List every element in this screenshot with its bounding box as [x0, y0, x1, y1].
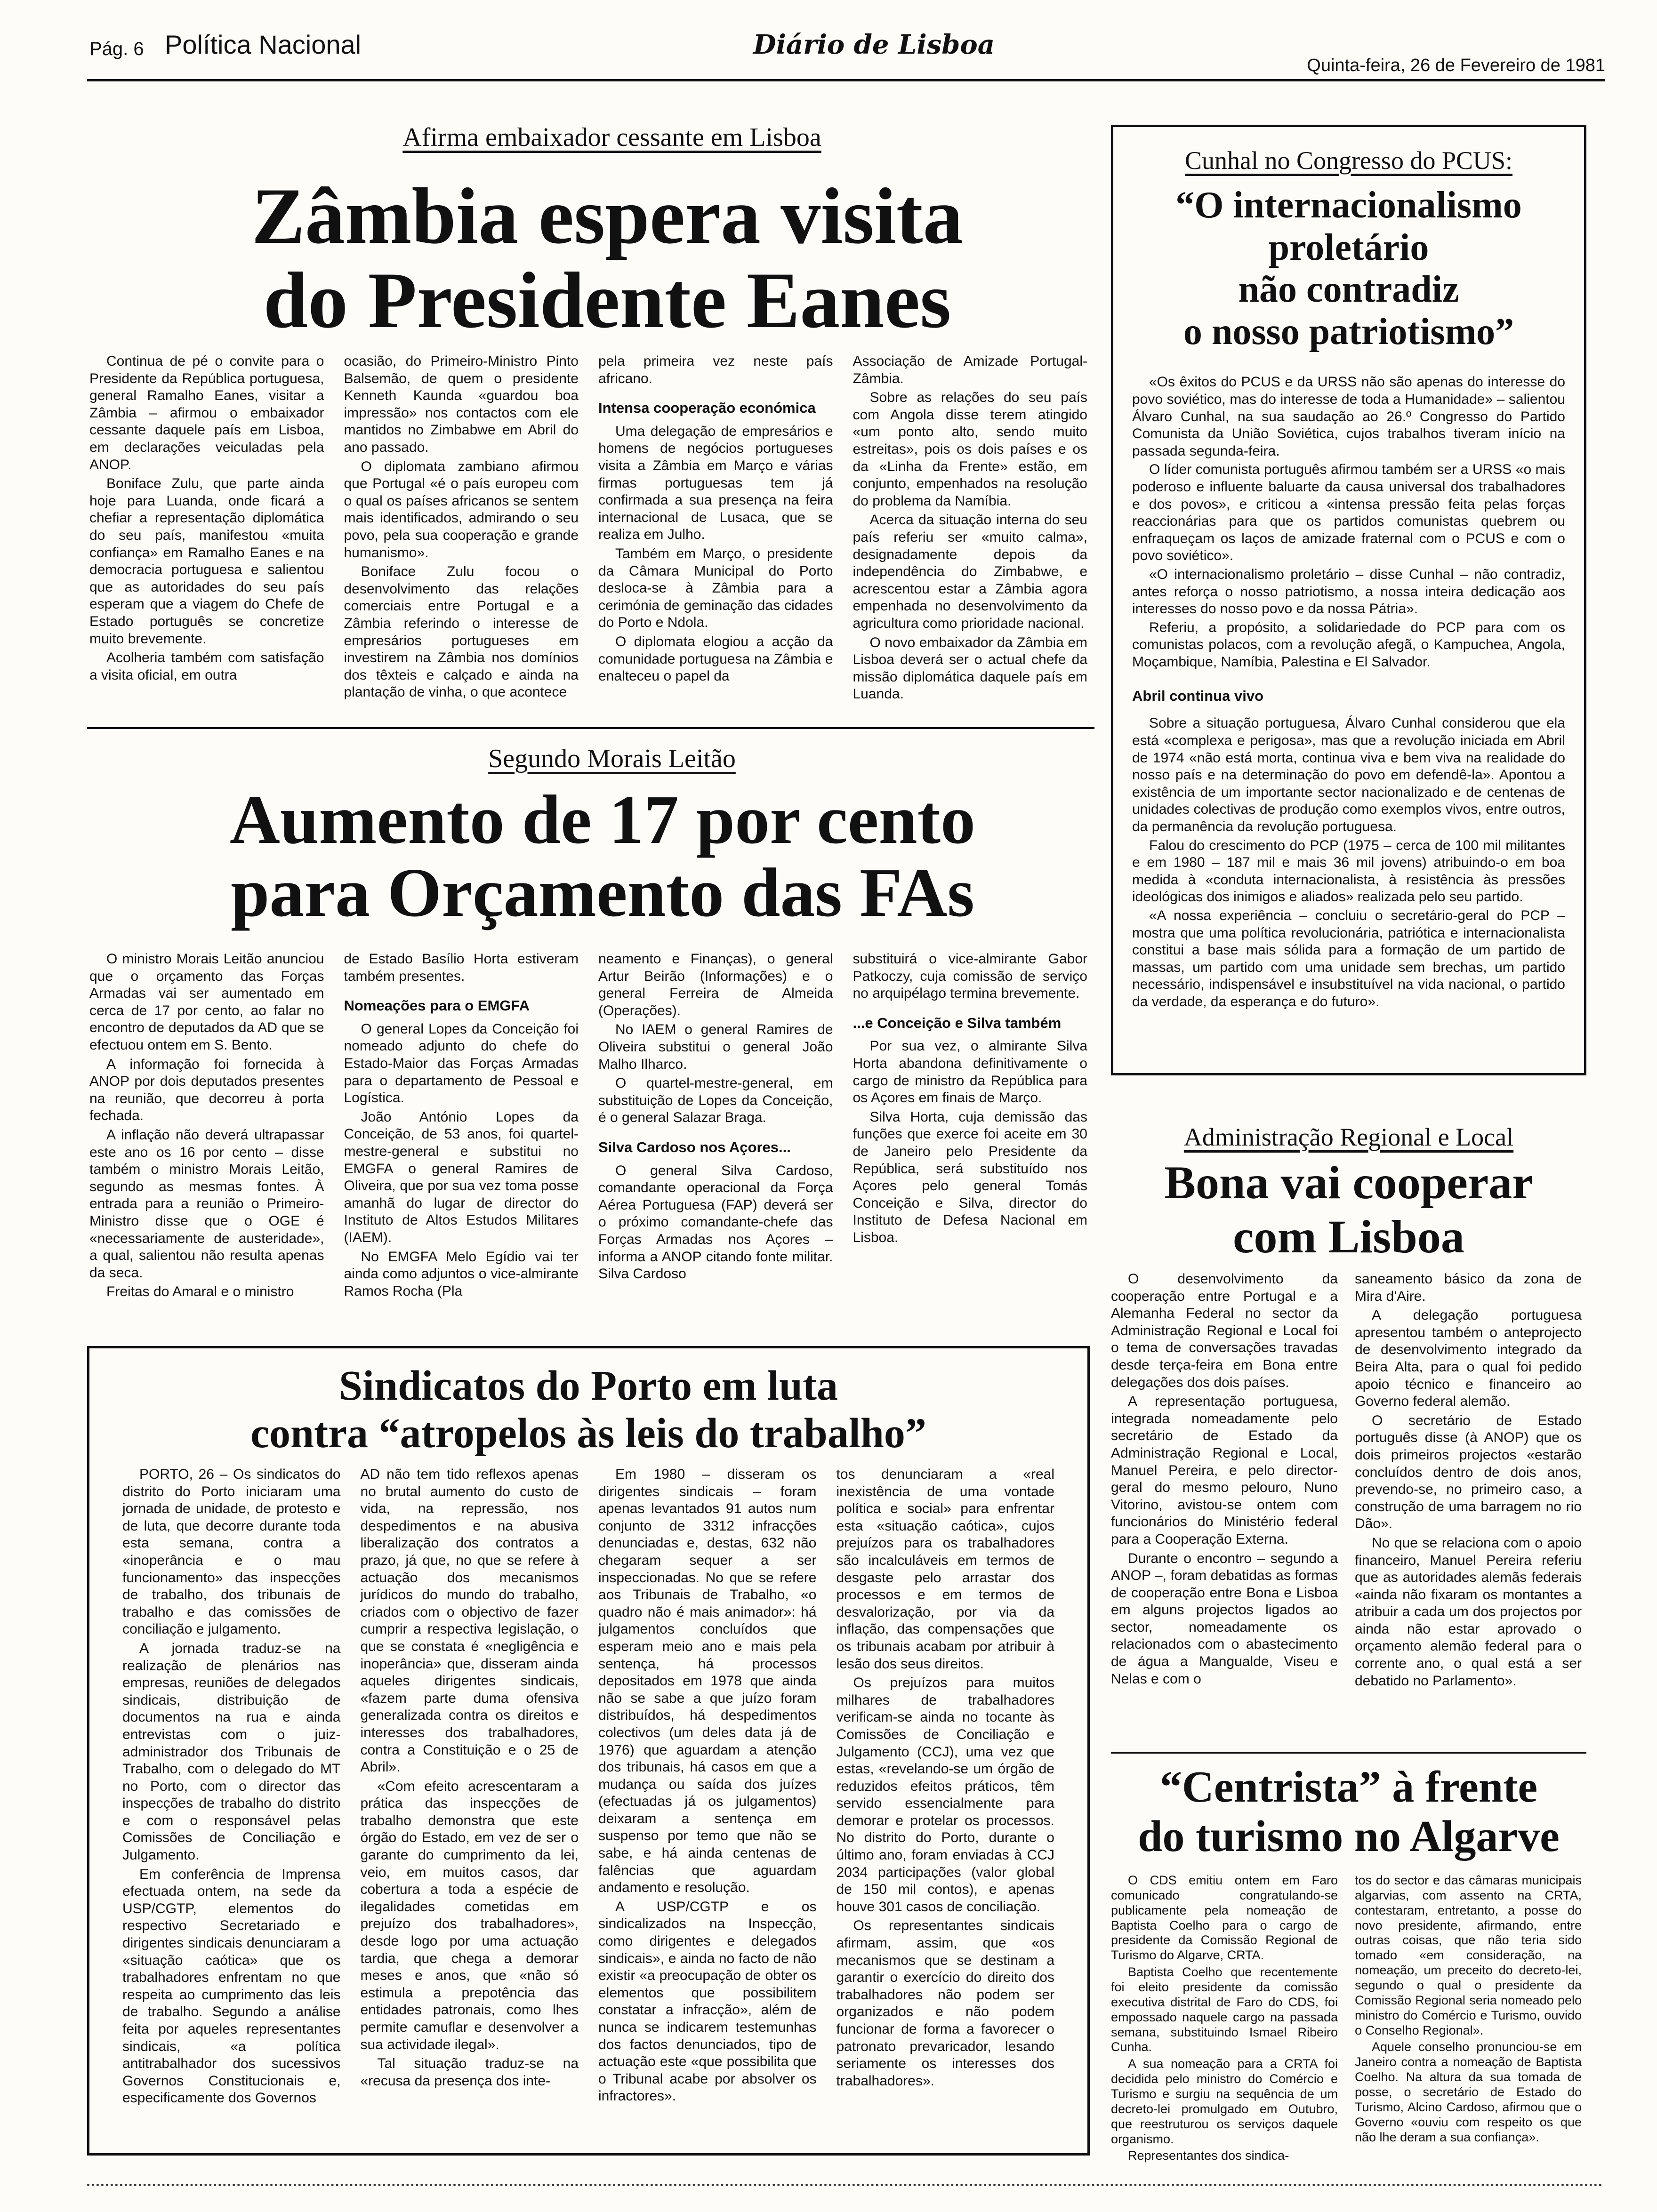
cunhal-subheading: Abril continua vivo	[1132, 688, 1264, 705]
cunhal-kicker: Cunhal no Congresso do PCUS:	[1184, 146, 1513, 175]
zambia-para: Sobre as relações do seu país com Angola disse terem atingido «um ponto alto, sendo muito estreitas», pois os dois países e os da «Linha da Frente» estão, em conjunto, empenhados na resolução do problema da Namíbia.	[853, 390, 1087, 509]
cunhal-body	[1132, 374, 1565, 671]
sindicatos-para: A jornada traduz-se na realização de plenários nas empresas, reuniões de delegados sindicais, distribuição de documentos na rua e ainda entrevistas com o juiz-administrador dos Tribunais de Trabalho, com o delegado do MT no Porto, com o director das inspecções de trabalho do distrito e com o responsável pelas Comissões de Conciliação e Julgamento.	[122, 1640, 341, 1863]
cunhal-para: O líder comunista português afirmou também ser a URSS «o mais poderoso e influente baluarte da causa universal dos trabalhadores e dos povos», e criticou a «intensa pressão feita pelas forças reaccionárias para que os partidos comunistas quebrem ou enfraqueçam os laços de amizade fraternal com o PCUS e com o povo soviético».	[1132, 462, 1565, 564]
orcamento-headline-line2: para Orçamento das FAs	[231, 854, 974, 932]
masthead: Diário de Lisboa	[753, 29, 995, 60]
cunhal-para: Falou do crescimento do PCP (1975 – cerca de 100 mil militantes e em 1980 – 187 mil e mais 36 mil jovens) atribuindo-o em boa medida à «conduta internacionalista, à resistência às pressões ideológicas dos inimigos e aliados» realizada pelo seu partido.	[1132, 837, 1565, 905]
orcamento-para: Por sua vez, o almirante Silva Horta abandona definitivamente o cargo de ministro da República para os Açores em finais de Março.	[853, 1038, 1087, 1106]
bona-columns	[1111, 1271, 1582, 1746]
bona-para: Durante o encontro – segundo a ANOP –, foram debatidas as formas de cooperação entre Bona e Lisboa em alguns projectos ligados ao sector, nomeadamente os relacionados com o abastecimento de água a Mangualde, Viseu e Nelas e com o	[1111, 1550, 1338, 1687]
zambia-para: Acerca da situação interna do seu país referiu ser «muito calma», designadamente depois da independência do Zimbabwe, e acrescentou estar a Zâmbia agora empenhada no desenvolvimento da agricultura como prioridade nacional.	[853, 512, 1087, 631]
bona-para: O secretário de Estado português disse (à ANOP) que os dois primeiros projectos «estarão concluídos dentro de dois anos, prevendo-se, no primeiro caso, a construção de uma barragem no rio Dão».	[1355, 1412, 1582, 1532]
centrista-para: Aquele conselho pronunciou-se em Janeiro contra a nomeação de Baptista Coelho. Na altura da sua tomada de posse, o secretário de Estado do Turismo, Alcino Cardoso, afirmou que o Governo «ouviu com respeito os que não lhe deram a sua confiança».	[1355, 2040, 1582, 2144]
bona-headline-line2: com Lisboa	[1233, 1210, 1464, 1263]
orcamento-col-2	[344, 951, 579, 1332]
centrista-headline	[1111, 1763, 1586, 1862]
zambia-para: ocasião, do Primeiro-Ministro Pinto Balsemão, de quem o presidente Kenneth Kaunda «guardou boa impressão» nos contactos com ele mantidos no Zimbabwe em Abril do ano passado.	[344, 353, 579, 455]
bona-col-2	[1355, 1271, 1582, 1746]
centrista-para: Baptista Coelho que recentemente foi eleito presidente da comissão executiva distrital de Faro do CDS, foi empossado naquele cargo na passada semana, substituindo Ismael Ribeiro Cunha.	[1111, 1965, 1338, 2054]
bona-para: O desenvolvimento da cooperação entre Portugal e a Alemanha Federal no sector da Administração Regional e Local foi o tema de conversações travadas desde terça-feira em Bona entre delegações dos dois países.	[1111, 1271, 1338, 1390]
sindicatos-headline	[122, 1362, 1054, 1458]
orcamento-col-4	[853, 951, 1088, 1332]
zambia-columns	[89, 353, 1087, 715]
orcamento-para: A informação foi fornecida à ANOP por dois deputados presentes na reunião, que decorreu à porta fechada.	[89, 1056, 324, 1124]
sindicatos-para: AD não tem tido reflexos apenas no brutal aumento do custo de vida, na repressão, nos despedimentos e na abusiva liberalização dos contratos a prazo, já que, no que se refere à actuação dos mecanismos jurídicos do mundo do trabalho, criados com o objectivo de fazer cumprir a respectiva legislação, o que se constata é «negligência e inoperância» que, disseram ainda aqueles dirigentes sindicais, «fazem parte duma ofensiva generalizada contra os direitos e interesses dos trabalhadores, contra a Constituição e o 25 de Abril».	[360, 1467, 579, 1775]
orcamento-headline-line1: Aumento de 17 por cento	[229, 781, 976, 858]
zambia-subheading: Intensa cooperação económica	[598, 400, 816, 417]
centrista-headline-line1: “Centrista” à frente	[1159, 1763, 1538, 1811]
zambia-headline	[141, 172, 1073, 345]
orcamento-para: O general Lopes da Conceição foi nomeado adjunto do chefe do Estado-Maior das Forças Armadas para o departamento de Pessoal e Logística.	[344, 1021, 579, 1106]
centrista-headline-line2: do turismo no Algarve	[1138, 1812, 1560, 1861]
cunhal-para: «O internacionalismo proletário – disse Cunhal – não contradiz, antes reforça o nosso patriotismo, a nossa inteira dedicação aos interesses do nosso povo e da nossa Pátria».	[1132, 566, 1565, 617]
orcamento-col-1	[89, 951, 324, 1332]
cunhal-headline-line2: proletário	[1268, 226, 1429, 268]
page-bottom-rule	[87, 2184, 1603, 2186]
orcamento-subheading: Nomeações para o EMGFA	[344, 997, 530, 1014]
orcamento-subheading: ...e Conceição e Silva também	[853, 1014, 1062, 1031]
orcamento-para: substituirá o vice-almirante Gabor Patkoczy, cuja comissão de serviço no arquipélago termina brevemente.	[853, 951, 1087, 1002]
zambia-para: O novo embaixador da Zâmbia em Lisboa deverá ser o actual chefe da missão diplomática daquele país em Luanda.	[853, 634, 1087, 702]
orcamento-para: No IAEM o general Ramires de Oliveira substitui o general João Malho Ilharco.	[598, 1022, 833, 1072]
zambia-para: Também em Março, o presidente da Câmara Municipal do Porto desloca-se à Zâmbia para a cerimónia de geminação das cidades do Porto e Ndola.	[598, 545, 833, 631]
bona-para: saneamento básico da zona de Mira d'Aire.	[1355, 1271, 1582, 1304]
zambia-col-2	[344, 353, 579, 715]
zambia-para: Associação de Amizade Portugal-Zâmbia.	[853, 353, 1087, 386]
centrista-para: O CDS emitiu ontem em Faro comunicado congratulando-se publicamente pela nomeação de Baptista Coelho para o cargo de presidente da Comissão Regional de Turismo do Algarve, CRTA.	[1111, 1873, 1338, 1963]
sindicatos-headline-line1: Sindicatos do Porto em luta	[338, 1362, 838, 1409]
zambia-col-4	[853, 353, 1088, 715]
section-title: Política Nacional	[165, 30, 362, 59]
issue-date: Quinta-feira, 26 de Fevereiro de 1981	[1307, 56, 1605, 75]
cunhal-headline-line3: não contradiz	[1238, 269, 1459, 311]
orcamento-para: A inflação não deverá ultrapassar este ano os 16 por cento – disse também o ministro Morais Leitão, segundo as mesmas fontes. À entrada para a reunião o Primeiro-Ministro disse que o OGE é «necessariamente de austeridade», a qual, salientou não resulta apenas da seca.	[89, 1127, 324, 1281]
bona-para: A representação portuguesa, integrada nomeadamente pelo secretário de Estado da Administração Regional e Local, Manuel Pereira, e pelo director-geral do mesmo pelouro, Nuno Vitorino, avistou-se ontem com funcionários do Ministério federal para a Cooperação Externa.	[1111, 1394, 1338, 1547]
zambia-para: O diplomata zambiano afirmou que Portugal «é o país europeu com o qual os países africanos se sentem mais identificados, admirando o seu povo, pela sua cooperação e grande humanismo».	[344, 458, 579, 561]
page-number: Pág. 6	[89, 39, 144, 59]
orcamento-headline	[113, 781, 1092, 932]
sindicatos-col-3	[598, 1466, 817, 2144]
centrista-col-2	[1355, 1873, 1582, 2174]
orcamento-columns	[89, 951, 1087, 1332]
zambia-para: Uma delegação de empresários e homens de negócios portugueses visita a Zâmbia em Março e várias firmas portuguesas tem já confirmada a sua presença na feira internacional de Lusaca, que se realiza em Julho.	[598, 423, 833, 543]
sindicatos-box	[87, 1346, 1090, 2156]
bona-kicker: Administração Regional e Local	[1183, 1123, 1514, 1151]
orcamento-subheading: Silva Cardoso nos Açores...	[598, 1138, 791, 1155]
zambia-headline-line1: Zâmbia espera visita	[251, 172, 963, 260]
centrista-para: tos do sector e das câmaras municipais algarvias, com assento na CRTA, contestaram, entretanto, a posse do novo presidente, afirmando, entre outras coisas, que não teria sido tomado «em consideração, na nomeação, um preceito do decreto-lei, segundo o qual o presidente da Comissão Regional seria nomeado pelo ministro do Comércio e Turismo, ouvido o Conselho Regional».	[1355, 1873, 1582, 2037]
orcamento-para: João António Lopes da Conceição, de 53 anos, foi quartel-mestre-general e substitui no EMGFA o general Ramires de Oliveira, que por sua vez toma posse amanhã do lugar de director do Instituto de Altos Estudos Militares (IAEM).	[344, 1109, 579, 1245]
centrista-para: A sua nomeação para a CRTA foi decidida pelo ministro do Comércio e Turismo e surgiu na sequência de um decreto-lei promulgado em Outubro, que reestruturou os serviços daquele organismo.	[1111, 2057, 1338, 2146]
sindicatos-para: PORTO, 26 – Os sindicatos do distrito do Porto iniciaram uma jornada de unidade, de protesto e de luta, que decorre durante toda esta semana, contra a «inoperância e o mau funcionamento» das inspecções de trabalho, dos tribunais de trabalho e das comissões de conciliação e julgamento.	[122, 1467, 341, 1637]
orcamento-para: No EMGFA Melo Egídio vai ter ainda como adjuntos o vice-almirante Ramos Rocha (Pla	[344, 1249, 579, 1299]
sindicatos-col-2	[361, 1466, 579, 2144]
sindicatos-para: A USP/CGTP e os sindicalizados na Inspecção, como dirigentes e delegados sindicais», e ainda no facto de não existir «a preocupação de obter os elementos que possibilitem constatar a infracção», além de nunca se indicarem testemunhas dos factos denunciados, tipo de actuação este «que possibilita que o Tribunal acabe por absolver os infractores».	[598, 1899, 817, 2104]
zambia-para: pela primeira vez neste país africano.	[598, 353, 833, 386]
sindicatos-para: «Com efeito acrescentaram a prática das inspecções de trabalho demonstra que este órgão do Estado, em vez de ser o garante do cumprimento da lei, veio, em muitos casos, dar cobertura a toda a espécie de ilegalidades cometidas em prejuízo dos trabalhadores», desde logo por uma actuação tardia, que chega a demorar meses e anos, que «não só estimula a prepotência das entidades patronais, como lhes permite camuflar e desenvolver a sua actividade ilegal».	[360, 1778, 579, 2052]
sindicatos-col-4	[837, 1466, 1055, 2144]
cunhal-para: Sobre a situação portuguesa, Álvaro Cunhal considerou que ela está «complexa e perigosa», mas que a revolução iniciada em Abril de 1974 «não está morta, continua viva e bem viva na realidade do nosso país e na determinação do povo em defendê-la». Apontou a existência de um importante sector nacionalizado e de centenas de unidades colectivas de produção como exemplos vivos, entre outros, da permanência da revolução portuguesa.	[1132, 715, 1565, 835]
bona-para: A delegação portuguesa apresentou também o anteprojecto de desenvolvimento integrado da Beira Alta, para o qual foi pedido apoio técnico e financeiro ao Governo federal alemão.	[1355, 1307, 1582, 1410]
centrista-para: Representantes dos sindica-	[1128, 2148, 1289, 2163]
orcamento-para: Freitas do Amaral e o ministro	[106, 1284, 294, 1300]
cunhal-headline-line4: o nosso patriotismo”	[1183, 311, 1514, 353]
orcamento-para: de Estado Basílio Horta estiveram também presentes.	[344, 951, 579, 984]
zambia-para: Acolheria também com satisfação a visita oficial, em outra	[89, 650, 324, 683]
bona-headline	[1111, 1155, 1586, 1264]
bona-para: No que se relaciona com o apoio financeiro, Manuel Pereira referiu que as autoridades alemãs federais «ainda não fixaram os montantes a atribuir a cada um dos projectos por ainda não estar aprovado o orçamento alemão federal para o corrente ano, o qual está a ser debatido no Parlamento».	[1355, 1535, 1582, 1689]
orcamento-para: Silva Horta, cuja demissão das funções que exerce foi aceite em 30 de Janeiro pelo Presidente da República, será substituído nos Açores pelo general Tomás Conceição e Silva, director do Instituto de Defesa Nacional em Lisboa.	[853, 1109, 1087, 1245]
header-rule	[87, 79, 1605, 81]
sindicatos-para: Em conferência de Imprensa efectuada ontem, na sede da USP/CGTP, elementos do respectivo Secretariado e dirigentes sindicais denunciaram a «situação caótica» que os trabalhadores enfrentam no que respeita ao cumprimento das leis de trabalho. Segundo a análise feita por aqueles representantes sindicais, «a política antitrabalhador dos sucessivos Governos Constitucionais e, especificamente dos Governos	[122, 1866, 341, 2106]
sindicatos-headline-line2: contra “atropelos às leis do trabalho”	[250, 1410, 926, 1457]
zambia-headline-line2: do Presidente Eanes	[263, 256, 951, 345]
cunhal-para: Referiu, a propósito, a solidariedade do PCP para com os comunistas polacos, com a revolução afegã, o Kampuchea, Angola, Moçambique, Namíbia, Palestina e El Salvador.	[1132, 619, 1565, 670]
centrista-columns	[1111, 1873, 1582, 2174]
zambia-para: Boniface Zulu, que parte ainda hoje para Luanda, onde ficará a chefiar a representação diplomática do seu país, manifestou «muita confiança» em Ramalho Eanes e na democracia portuguesa e salientou que as autoridades do seu país esperam que a viagem do Chefe de Estado português se concretize muito brevemente.	[89, 476, 324, 647]
zambia-col-1	[89, 353, 324, 715]
orcamento-para: neamento e Finanças), o general Artur Beirão (Informações) e o general Ferreira de Almeida (Operações).	[598, 951, 833, 1018]
zambia-bottom-rule	[87, 727, 1094, 729]
orcamento-kicker: Segundo Morais Leitão	[488, 744, 736, 773]
sindicatos-para: Os representantes sindicais afirmam, assim, que «os mecanismos que se destinam a garantir o exercício do direito dos trabalhadores não podem ser organizados e não podem funcionar de forma a favorecer o patronato prevaricador, lesando seriamente os interesses dos trabalhadores».	[836, 1918, 1054, 2089]
sindicatos-para: Os prejuízos para muitos milhares de trabalhadores verificam-se ainda no tocante às Comissões de Conciliação e Julgamento (CCJ), uma vez que estas, «revelando-se um órgão de reduzidos efeitos práticos, têm servido essencialmente para demorar e protelar os processos. No distrito do Porto, durante o último ano, foram enviadas à CCJ 2034 participações (valor global de 150 mil contos), e apenas houve 301 casos de conciliação.	[836, 1675, 1054, 1915]
zambia-para: Boniface Zulu focou o desenvolvimento das relações comerciais entre Portugal e a Zâmbia referindo o interesse de empresários portugueses em investirem na Zâmbia nos domínios dos têxteis e calçado e ainda na plantação de vinha, o que acontece	[344, 564, 579, 700]
orcamento-para: O ministro Morais Leitão anunciou que o orçamento das Forças Armadas vai ser aumentado em cerca de 17 por cento, ao falar no encontro de deputados da AD que se efectuou ontem em S. Bento.	[89, 951, 324, 1053]
cunhal-body-2	[1132, 715, 1565, 1010]
cunhal-headline-line1: “O internacionalismo	[1175, 184, 1522, 226]
orcamento-col-3	[598, 951, 833, 1332]
bona-headline-line1: Bona vai cooperar	[1164, 1156, 1533, 1209]
centrista-col-1	[1111, 1873, 1338, 2174]
zambia-para: Continua de pé o convite para o Presidente da República portuguesa, general Ramalho Eanes, visitar a Zâmbia – afirmou o embaixador cessante daquele país em Lisboa, em declarações veiculadas pela ANOP.	[89, 353, 324, 473]
bona-col-1	[1111, 1271, 1338, 1746]
zambia-col-3	[598, 353, 833, 715]
zambia-kicker: Afirma embaixador cessante em Lisboa	[402, 123, 821, 152]
sindicatos-para: Tal situação traduz-se na «recusa da presença dos inte-	[360, 2056, 579, 2089]
sindicatos-para: tos denunciaram a «real inexistência de uma vontade política e social» para enfrentar esta «situação caótica», cujos prejuízos para os trabalhadores são incalculáveis em termos de desgaste pelo arrastar dos processos e em termos de desvalorização, por via da inflação, das compensações que os tribunais acabam por atribuir à lesão dos seus direitos.	[836, 1467, 1054, 1672]
sindicatos-col-1	[122, 1466, 341, 2144]
orcamento-para: O general Silva Cardoso, comandante operacional da Força Aérea Portuguesa (FAP) deverá ser o próximo comandante-chefe das Forças Armadas nos Açores – informa a ANOP citando fonte militar. Silva Cardoso	[598, 1162, 833, 1282]
cunhal-headline	[1132, 184, 1565, 353]
cunhal-box	[1111, 125, 1586, 1075]
sindicatos-columns	[122, 1466, 1054, 2144]
orcamento-para: O quartel-mestre-general, em substituição de Lopes da Conceição, é o general Salazar Braga.	[598, 1075, 833, 1126]
zambia-para: O diplomata elogiou a acção da comunidade portuguesa na Zâmbia e enalteceu o papel da	[598, 633, 833, 684]
sindicatos-para: Em 1980 – disseram os dirigentes sindicais – foram apenas levantados 91 autos num conjunto de 3312 infracções denunciadas e, destas, 632 não chegaram sequer a ser inspeccionadas. No que se refere aos Tribunais de Trabalho, «o quadro não é mais animador»: há julgamentos concluídos que esperam meio ano e mais pela sentença, há processos depositados em 1978 que ainda não se sabe a que juízo foram distribuídos, há despedimentos colectivos (um deles data já de 1976) que aguardam a atenção dos tribunais, há casos em que a mudança ou saída dos juízes (efectuadas já os julgamentos) deixaram a sentença em suspenso por temo que não se sabe, e há ainda centenas de falências que aguardam andamento e resolução.	[598, 1467, 817, 1896]
cunhal-para: «A nossa experiência – concluiu o secretário-geral do PCP – mostra que uma política revolucionária, patriótica e internacionalista constitui a base mais sólida para a formação de um partido de massas, um partido com uma unidade sem brechas, um partido necessário, indispensável e insubstituível na vida nacional, o partido da verdade, da esperança e do futuro».	[1132, 908, 1565, 1010]
bona-bottom-rule	[1111, 1752, 1586, 1754]
cunhal-para: «Os êxitos do PCUS e da URSS não são apenas do interesse do povo soviético, mas do interesse de toda a Humanidade» – salientou Álvaro Cunhal, na sua saudação ao 26.º Congresso do Partido Comunista da União Soviética, cujos trabalhos tiveram início na passada segunda-feira.	[1132, 374, 1565, 459]
